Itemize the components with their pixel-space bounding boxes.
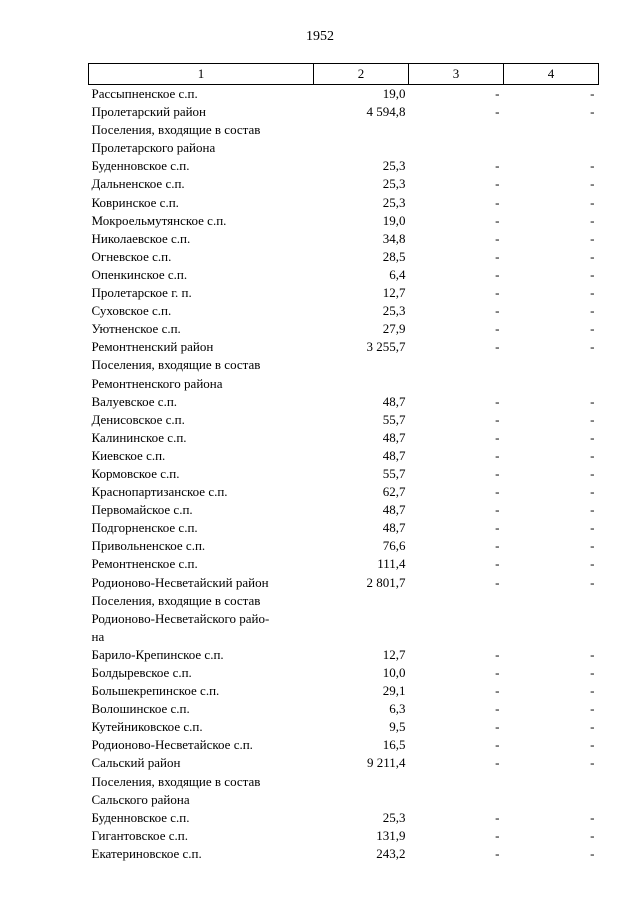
row-value-col2 xyxy=(314,121,409,157)
row-value-col4: - xyxy=(590,574,595,590)
row-value-col3: - xyxy=(495,266,500,282)
row-name-cell: Краснопартизанское с.п. xyxy=(91,484,228,500)
table-row xyxy=(89,700,599,718)
table-row xyxy=(89,393,599,411)
row-name-cell: Пролетарский район xyxy=(91,104,207,120)
table-row xyxy=(89,465,599,483)
row-name-cell: Валуевское с.п. xyxy=(91,393,178,409)
row-value-col4: - xyxy=(590,447,595,463)
row-value-col2: 48,7 xyxy=(382,520,406,536)
row-value-col2: 29,1 xyxy=(382,683,406,699)
row-value-col2: 10,0 xyxy=(382,665,406,680)
table-header xyxy=(89,64,599,85)
row-value-col3: - xyxy=(495,212,500,228)
row-value-col2: 19,0 xyxy=(382,212,406,228)
row-value-col2: 6,4 xyxy=(389,266,406,282)
row-value-col3 xyxy=(409,356,504,392)
table-row xyxy=(89,519,599,537)
row-name-cell: Екатериновское с.п. xyxy=(91,845,202,861)
row-name-cell: Поселения, входящие в состав Родионово-Несветайского райо- на xyxy=(91,592,270,644)
row-value-col2: 62,7 xyxy=(382,484,406,500)
row-value-col4: - xyxy=(590,827,595,843)
row-value-col3: - xyxy=(495,104,500,120)
row-value-col2: 48,7 xyxy=(382,502,406,518)
row-value-col3 xyxy=(409,121,504,157)
row-value-col2 xyxy=(314,592,409,646)
table-row xyxy=(89,736,599,754)
row-value-col4: - xyxy=(590,538,595,554)
row-value-col2: 16,5 xyxy=(382,737,406,753)
row-name-cell: Денисовское с.п. xyxy=(91,411,185,427)
row-value-col4: - xyxy=(590,484,595,500)
row-name-cell: Волошинское с.п. xyxy=(91,701,190,717)
row-value-col4: - xyxy=(590,303,595,319)
table-row xyxy=(89,845,599,863)
table-row xyxy=(89,266,599,284)
row-value-col4: - xyxy=(590,429,595,445)
row-name-cell: Калининское с.п. xyxy=(91,429,187,445)
row-value-col2: 48,7 xyxy=(382,429,406,445)
row-value-col3: - xyxy=(495,719,500,735)
row-value-col2: 2 801,7 xyxy=(366,574,406,590)
row-value-col3: - xyxy=(495,321,500,337)
row-value-col4: - xyxy=(590,701,595,717)
row-value-col2: 55,7 xyxy=(382,411,406,427)
row-value-col2: 4 594,8 xyxy=(366,104,406,120)
row-name-cell: Пролетарское г. п. xyxy=(91,285,192,301)
row-value-col4: - xyxy=(590,321,595,337)
row-value-col3: - xyxy=(495,447,500,463)
row-value-col4 xyxy=(504,121,599,157)
row-value-col4 xyxy=(504,773,599,809)
row-value-col4: - xyxy=(590,556,595,572)
table-body xyxy=(89,85,599,864)
row-value-col3: - xyxy=(495,429,500,445)
row-value-col4: - xyxy=(590,339,595,355)
table-row xyxy=(89,754,599,772)
row-value-col3: - xyxy=(495,339,500,355)
row-value-col3: - xyxy=(495,845,500,861)
row-value-col3: - xyxy=(495,176,500,192)
row-name-cell: Ковринское с.п. xyxy=(91,194,179,210)
row-value-col3: - xyxy=(495,809,500,825)
table-row xyxy=(89,230,599,248)
row-value-col3: - xyxy=(495,701,500,717)
row-value-col2: 48,7 xyxy=(382,393,406,409)
row-value-col2: 243,2 xyxy=(376,845,406,861)
row-value-col3: - xyxy=(495,465,500,481)
row-name-cell: Мокроельмутянское с.п. xyxy=(91,212,227,228)
row-value-col3: - xyxy=(495,86,500,101)
row-value-col2: 25,3 xyxy=(382,158,406,174)
row-value-col4: - xyxy=(590,248,595,264)
row-value-col4: - xyxy=(590,176,595,192)
row-name-cell: Поселения, входящие в состав Пролетарского района xyxy=(91,122,261,156)
table-row xyxy=(89,175,599,193)
row-value-col2 xyxy=(314,356,409,392)
table-row xyxy=(89,338,599,356)
row-name-cell: Уютненское с.п. xyxy=(91,321,181,337)
table-row xyxy=(89,194,599,212)
table-row xyxy=(89,302,599,320)
table-row xyxy=(89,411,599,429)
table-row xyxy=(89,429,599,447)
row-value-col3: - xyxy=(495,683,500,699)
table-row xyxy=(89,773,599,809)
data-table xyxy=(88,63,599,863)
row-value-col3: - xyxy=(495,484,500,500)
row-value-col3: - xyxy=(495,665,500,680)
row-name-cell: Поселения, входящие в состав Ремонтненского района xyxy=(91,357,261,391)
row-value-col2: 34,8 xyxy=(382,230,406,246)
row-value-col4: - xyxy=(590,520,595,536)
row-value-col4: - xyxy=(590,465,595,481)
table-row xyxy=(89,537,599,555)
row-value-col3: - xyxy=(495,285,500,301)
row-name-cell: Дальненское с.п. xyxy=(91,176,185,192)
row-value-col2: 9 211,4 xyxy=(366,755,406,771)
row-name-cell: Родионово-Несветайское с.п. xyxy=(91,737,253,753)
table-row xyxy=(89,682,599,700)
row-value-col3: - xyxy=(495,158,500,174)
row-value-col4: - xyxy=(590,411,595,427)
row-value-col2: 111,4 xyxy=(377,556,406,572)
row-value-col2: 9,5 xyxy=(389,719,406,735)
row-name-cell: Большекрепинское с.п. xyxy=(91,683,220,699)
row-value-col3: - xyxy=(495,502,500,518)
row-value-col4: - xyxy=(590,683,595,699)
row-value-col3: - xyxy=(495,194,500,210)
row-value-col4: - xyxy=(590,665,595,680)
row-value-col3: - xyxy=(495,737,500,753)
row-name-cell: Буденновское с.п. xyxy=(91,809,190,825)
row-value-col2: 48,7 xyxy=(382,447,406,463)
row-name-cell: Кутейниковское с.п. xyxy=(91,719,203,735)
row-value-col4 xyxy=(504,592,599,646)
row-value-col2: 12,7 xyxy=(382,285,406,301)
row-name-cell: Привольненское с.п. xyxy=(91,538,206,554)
table-row xyxy=(89,827,599,845)
row-value-col4: - xyxy=(590,285,595,301)
row-value-col4: - xyxy=(590,86,595,101)
row-value-col2: 25,3 xyxy=(382,194,406,210)
row-value-col2: 25,3 xyxy=(382,176,406,192)
table-row xyxy=(89,718,599,736)
row-value-col4: - xyxy=(590,393,595,409)
row-name-cell: Болдыревское с.п. xyxy=(91,665,192,680)
table-row xyxy=(89,483,599,501)
table-row xyxy=(89,646,599,664)
row-value-col3: - xyxy=(495,755,500,771)
row-value-col2: 27,9 xyxy=(382,321,406,337)
table-row xyxy=(89,356,599,392)
row-value-col3: - xyxy=(495,574,500,590)
row-value-col2: 12,7 xyxy=(382,646,406,662)
row-value-col2: 6,3 xyxy=(389,701,406,717)
column-header-4: 4 xyxy=(504,64,599,85)
table-row xyxy=(89,447,599,465)
row-name-cell: Ремонтненский район xyxy=(91,339,214,355)
row-name-cell: Поселения, входящие в состав Сальского района xyxy=(91,773,261,807)
row-name-cell: Николаевское с.п. xyxy=(91,230,191,246)
row-value-col2 xyxy=(314,773,409,809)
row-value-col3: - xyxy=(495,556,500,572)
table-row xyxy=(89,284,599,302)
row-value-col4: - xyxy=(590,755,595,771)
row-value-col4: - xyxy=(590,194,595,210)
row-value-col3 xyxy=(409,773,504,809)
row-name-cell: Барило-Крепинское с.п. xyxy=(91,646,224,662)
row-name-cell: Первомайское с.п. xyxy=(91,502,193,518)
row-value-col4: - xyxy=(590,646,595,662)
column-header-1: 1 xyxy=(89,64,314,85)
row-name-cell: Ремонтненское с.п. xyxy=(91,556,198,572)
row-name-cell: Рассыпненское с.п. xyxy=(91,86,198,101)
table-row xyxy=(89,85,599,104)
row-name-cell: Суховское с.п. xyxy=(91,303,172,319)
table-row xyxy=(89,157,599,175)
table-row xyxy=(89,809,599,827)
row-value-col2: 131,9 xyxy=(376,827,406,843)
row-value-col3: - xyxy=(495,646,500,662)
table-row xyxy=(89,121,599,157)
row-value-col3: - xyxy=(495,538,500,554)
row-value-col2: 25,3 xyxy=(382,303,406,319)
row-value-col4: - xyxy=(590,502,595,518)
table-row xyxy=(89,212,599,230)
column-header-3: 3 xyxy=(409,64,504,85)
row-value-col2: 55,7 xyxy=(382,465,406,481)
row-value-col4: - xyxy=(590,230,595,246)
header-row xyxy=(89,64,599,85)
row-value-col3: - xyxy=(495,393,500,409)
row-value-col4: - xyxy=(590,809,595,825)
row-name-cell: Огневское с.п. xyxy=(91,248,172,264)
row-value-col2: 25,3 xyxy=(382,809,406,825)
row-value-col4: - xyxy=(590,719,595,735)
table-row xyxy=(89,592,599,646)
table-row xyxy=(89,103,599,121)
row-value-col3: - xyxy=(495,520,500,536)
table-row xyxy=(89,320,599,338)
row-value-col2: 3 255,7 xyxy=(366,339,406,355)
table-row xyxy=(89,501,599,519)
row-value-col3: - xyxy=(495,248,500,264)
row-value-col3: - xyxy=(495,303,500,319)
table-row xyxy=(89,555,599,573)
row-value-col3: - xyxy=(495,411,500,427)
row-value-col4: - xyxy=(590,158,595,174)
row-value-col3 xyxy=(409,592,504,646)
row-name-cell: Кормовское с.п. xyxy=(91,465,180,481)
row-name-cell: Киевское с.п. xyxy=(91,447,166,463)
row-value-col4: - xyxy=(590,266,595,282)
row-value-col2: 19,0 xyxy=(382,86,406,101)
row-value-col2: 28,5 xyxy=(382,248,406,264)
column-header-2: 2 xyxy=(314,64,409,85)
page-number: 1952 xyxy=(306,29,334,44)
row-value-col4: - xyxy=(590,212,595,228)
row-name-cell: Гигантовское с.п. xyxy=(91,827,188,843)
row-value-col2: 76,6 xyxy=(382,538,406,554)
table-row xyxy=(89,574,599,592)
row-name-cell: Родионово-Несветайский район xyxy=(91,574,269,590)
row-name-cell: Опенкинское с.п. xyxy=(91,266,188,282)
row-value-col4: - xyxy=(590,104,595,120)
row-name-cell: Подгорненское с.п. xyxy=(91,520,198,536)
table-row xyxy=(89,248,599,266)
row-value-col4 xyxy=(504,356,599,392)
row-value-col4: - xyxy=(590,845,595,861)
row-name-cell: Сальский район xyxy=(91,755,181,771)
row-value-col3: - xyxy=(495,230,500,246)
table-row xyxy=(89,664,599,682)
row-name-cell: Буденновское с.п. xyxy=(91,158,190,174)
row-value-col3: - xyxy=(495,827,500,843)
row-value-col4: - xyxy=(590,737,595,753)
